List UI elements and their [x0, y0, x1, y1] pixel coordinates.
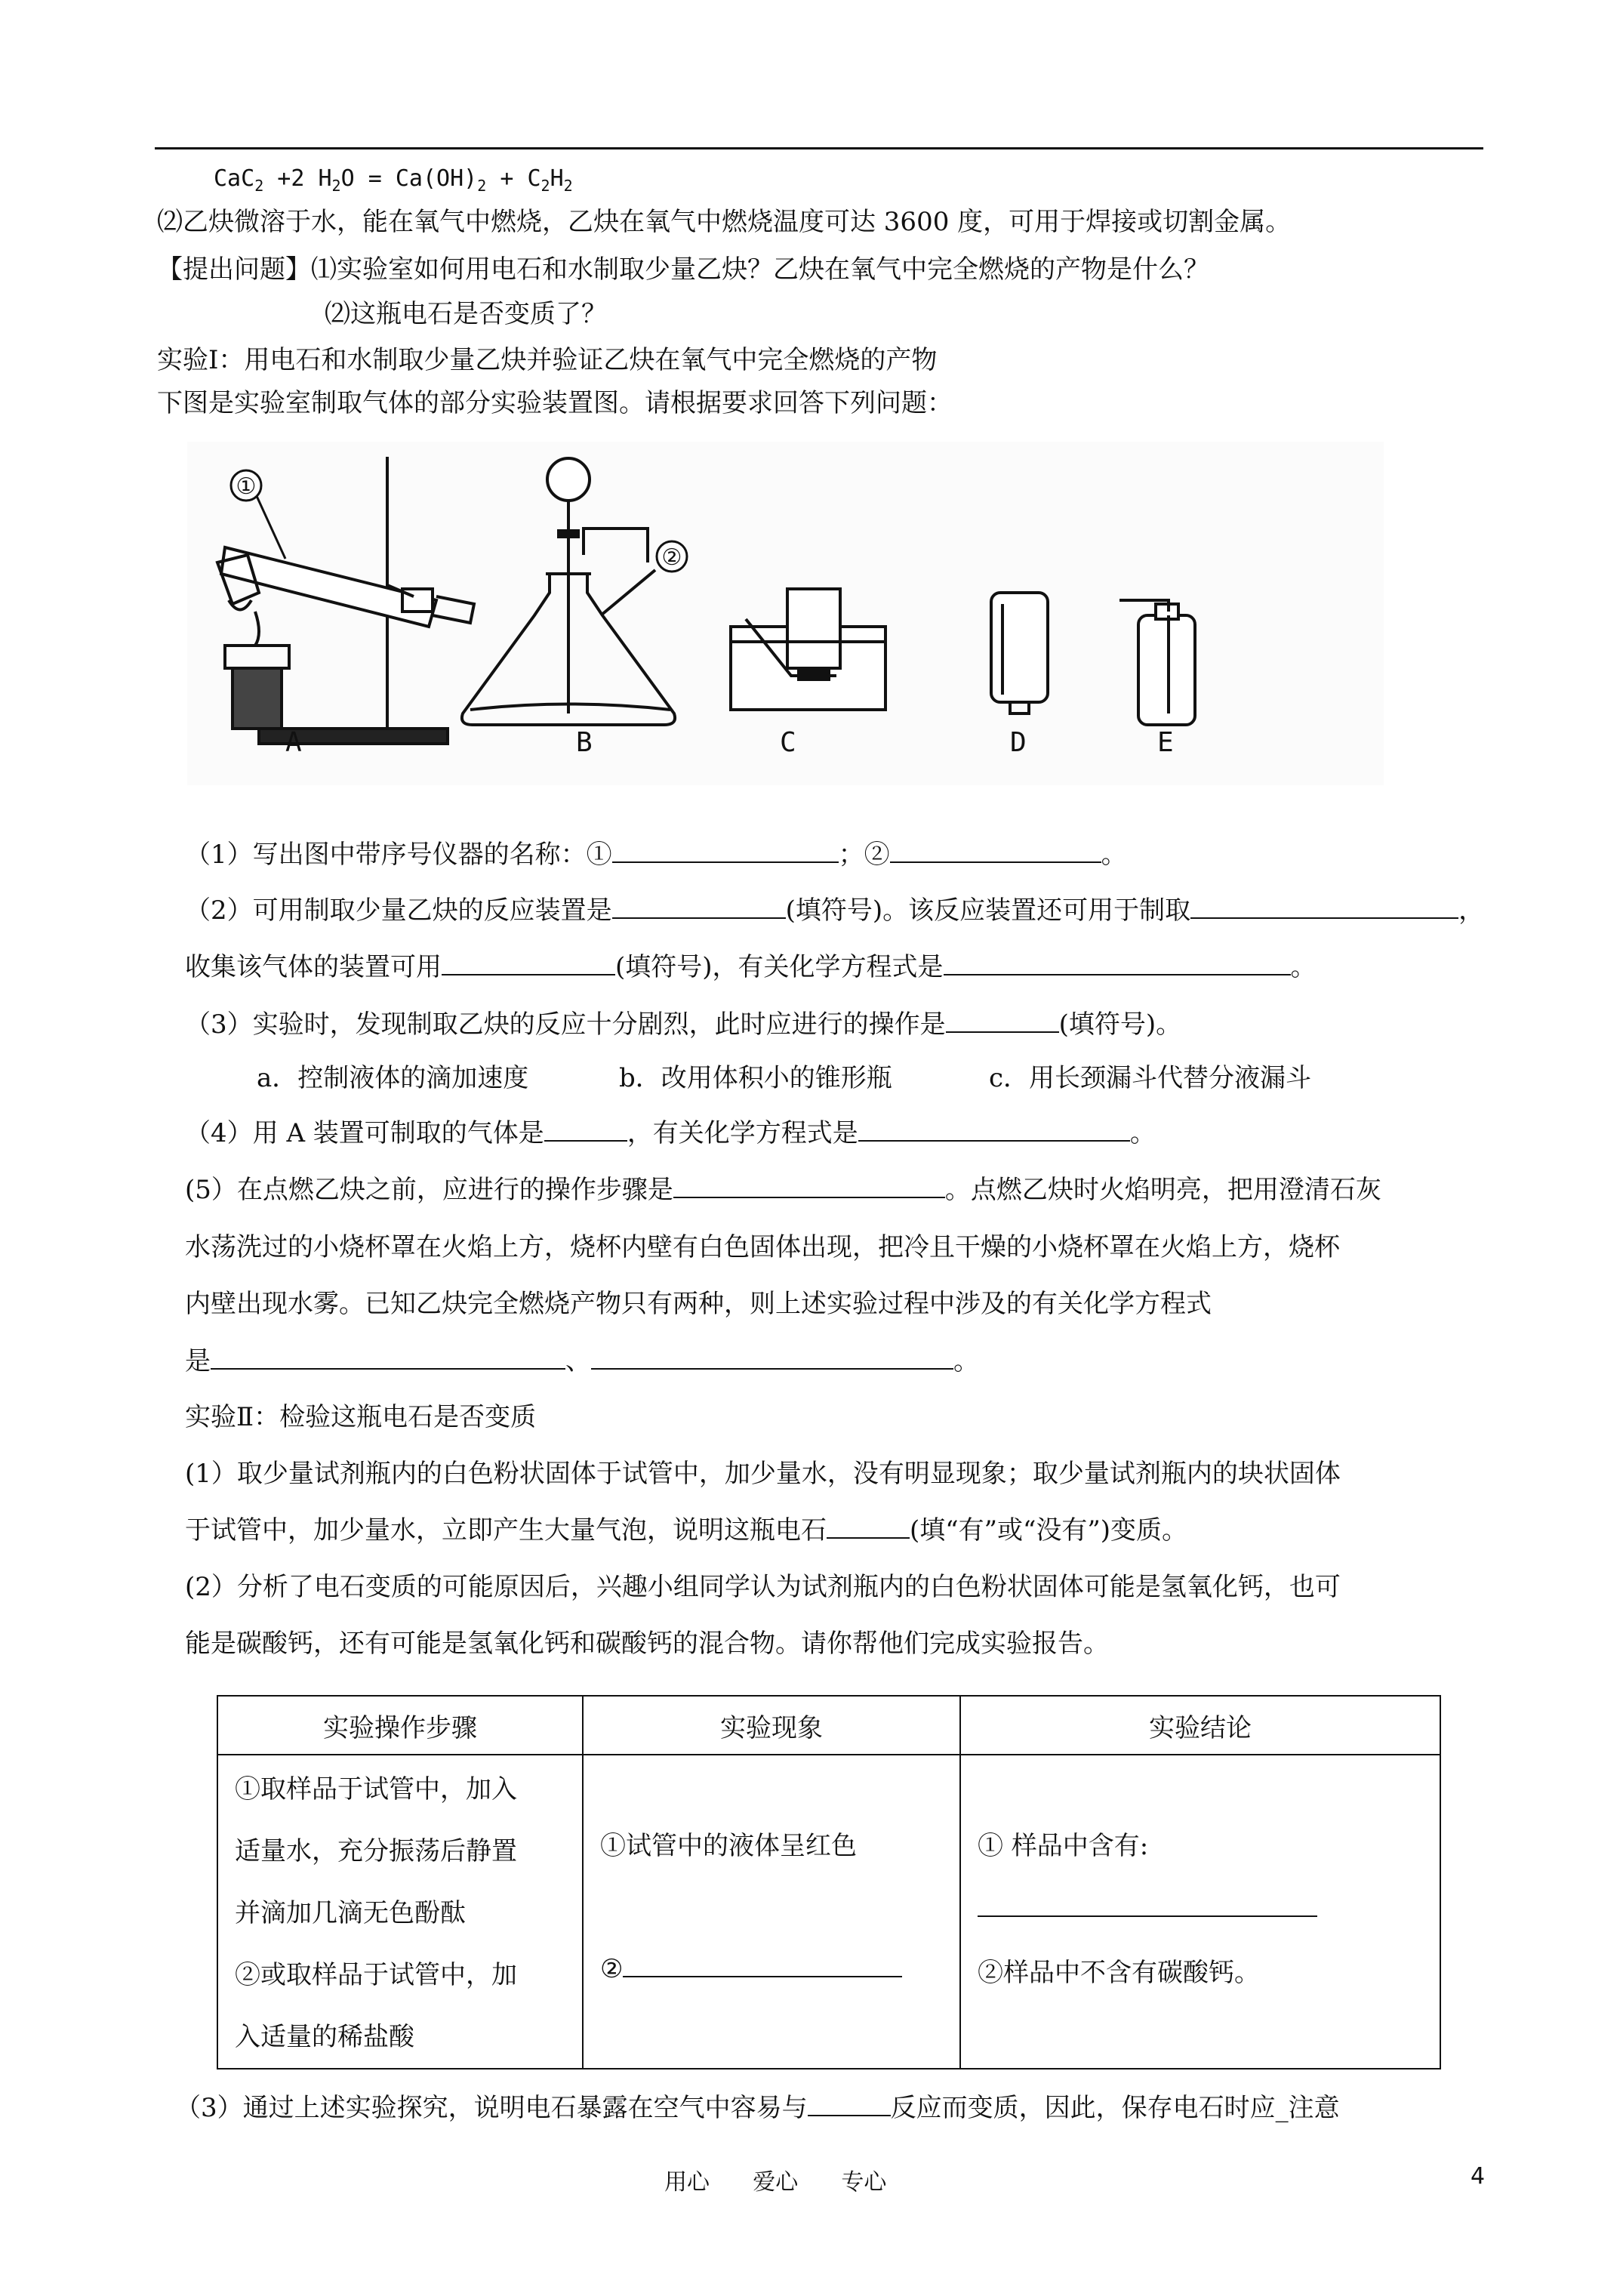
answer-blank-10[interactable]	[673, 1173, 945, 1198]
step-line: 并滴加几滴无色酚酞	[235, 1898, 466, 1928]
exp2-question-1-line-1: (1）取少量试剂瓶内的白色粉状固体于试管中，加少量水，没有明显现象；取少量试剂瓶内的块状固体	[185, 1459, 1341, 1489]
answer-blank-6[interactable]	[944, 950, 1291, 975]
step-line: 适量水，充分振荡后静置	[235, 1836, 517, 1866]
header-rule	[155, 147, 1483, 149]
footer-motto: 用心 爱心 专心	[664, 2169, 887, 2196]
question-4: （4）用 A 装置可制取的气体是 ，有关化学方程式是 。	[185, 1115, 1156, 1151]
table-row	[217, 1755, 1440, 2069]
question-2-line-1: （2）可用制取少量乙炔的反应装置是 (填符号)。该反应装置还可用于制取 ，	[185, 892, 1484, 929]
phenomenon-2: ②	[600, 1952, 902, 1984]
answer-blank-2[interactable]	[890, 837, 1101, 863]
answer-blank-1[interactable]	[612, 837, 839, 863]
reaction-equation: CaC$_2$ +2 $H_2O = Ca(OH)_2 + C_2H_2$	[214, 165, 573, 195]
question-prompt-2: ⑵这瓶电石是否变质了？	[325, 299, 607, 329]
exp2-question-1-line-2: 于试管中，加少量水，立即产生大量气泡，说明这瓶电石 (填“有”或“没有”)变质。	[185, 1512, 1187, 1549]
answer-blank-11[interactable]	[211, 1344, 565, 1370]
exp2-question-3: （3）通过上述实验探究，说明电石暴露在空气中容易与 反应而变质，因此，保存电石时应_注意	[175, 2090, 1340, 2126]
label-c: C	[780, 727, 796, 758]
step-line: ②或取样品于试管中，加	[235, 1960, 517, 1990]
table-header-row	[217, 1696, 1440, 1755]
option-c: c．用长颈漏斗代替分液漏斗	[989, 1063, 1312, 1093]
answer-blank-8[interactable]	[544, 1116, 627, 1142]
conclusion-2: ②样品中不含有碳酸钙。	[978, 1958, 1260, 1988]
conclusion-1: ① 样品中含有:	[978, 1831, 1149, 1861]
step-line: ①取样品于试管中，加入	[235, 1774, 517, 1804]
header-conclusions: 实验结论	[960, 1696, 1440, 1755]
question-3: （3）实验时，发现制取乙炔的反应十分剧烈，此时应进行的操作是 (填符号)。	[185, 1006, 1181, 1043]
header-phenomena: 实验现象	[583, 1696, 960, 1755]
answer-blank-3[interactable]	[612, 893, 786, 919]
page-number: 4	[1471, 2163, 1486, 2190]
steps-cell	[217, 1755, 583, 2069]
answer-blank-7[interactable]	[946, 1007, 1059, 1033]
phenomenon-1: ①试管中的液体呈红色	[600, 1831, 857, 1861]
label-a: A	[285, 727, 302, 758]
experiment-1-title: 实验Ⅰ：用电石和水制取少量乙炔并验证乙炔在氧气中完全燃烧的产物	[157, 345, 938, 375]
apparatus-figure	[187, 442, 1384, 785]
step-line: 入适量的稀盐酸	[235, 2022, 414, 2052]
answer-blank-15[interactable]	[978, 1891, 1317, 1917]
question-5-line-1: (5）在点燃乙炔之前，应进行的操作步骤是 。点燃乙炔时火焰明亮，把用澄清石灰	[185, 1172, 1381, 1208]
answer-blank-13[interactable]	[827, 1513, 910, 1539]
marker-2	[657, 541, 687, 572]
answer-blank-5[interactable]	[442, 950, 615, 975]
label-e: E	[1157, 727, 1174, 758]
intro-line-2: ⑵乙炔微溶于水，能在氧气中燃烧，乙炔在氧气中燃烧温度可达 3600 度，可用于焊接或切割金属。	[157, 207, 1292, 237]
answer-blank-4[interactable]	[1190, 893, 1458, 919]
phenomena-cell	[583, 1755, 960, 2069]
question-2-line-2: 收集该气体的装置可用 (填符号)，有关化学方程式是 。	[185, 949, 1317, 985]
option-b: b．改用体积小的锥形瓶	[619, 1063, 892, 1093]
label-b: B	[576, 727, 593, 758]
experiment-1-description: 下图是实验室制取气体的部分实验装置图。请根据要求回答下列问题：	[157, 388, 953, 418]
experiment-report-table	[217, 1695, 1441, 2069]
answer-blank-14[interactable]	[623, 1952, 902, 1977]
answer-blank-9[interactable]	[858, 1116, 1130, 1142]
question-5-line-4: 是 、 。	[185, 1343, 979, 1379]
marker-1-text: ①	[236, 473, 257, 500]
apparatus-d	[991, 593, 1048, 713]
question-1: （1）写出图中带序号仪器的名称：① ；② 。	[185, 837, 1127, 873]
label-d: D	[1010, 727, 1027, 758]
question-5-line-2: 水荡洗过的小烧杯罩在火焰上方，烧杯内壁有白色固体出现，把冷且干燥的小烧杯罩在火焰上方，烧杯	[185, 1232, 1340, 1262]
question-5-line-3: 内壁出现水雾。已知乙炔完全燃烧产物只有两种，则上述实验过程中涉及的有关化学方程式	[185, 1289, 1212, 1319]
exp2-question-2-line-2: 能是碳酸钙，还有可能是氢氧化钙和碳酸钙的混合物。请你帮他们完成实验报告。	[185, 1629, 1109, 1659]
option-a: a．控制液体的滴加速度	[257, 1063, 529, 1093]
header-steps: 实验操作步骤	[217, 1696, 583, 1755]
marker-2-text: ②	[661, 544, 682, 571]
answer-blank-16[interactable]	[808, 2091, 891, 2116]
exp2-question-2-line-1: (2）分析了电石变质的可能原因后，兴趣小组同学认为试剂瓶内的白色粉状固体可能是氢氧化钙，也可	[185, 1572, 1341, 1602]
conclusions-cell	[960, 1755, 1440, 2069]
answer-blank-12[interactable]	[591, 1344, 953, 1370]
question-prompt-1: 【提出问题】⑴实验室如何用电石和水制取少量乙炔？乙炔在氧气中完全燃烧的产物是什么？	[157, 254, 1209, 285]
experiment-2-title: 实验Ⅱ：检验这瓶电石是否变质	[185, 1402, 537, 1432]
